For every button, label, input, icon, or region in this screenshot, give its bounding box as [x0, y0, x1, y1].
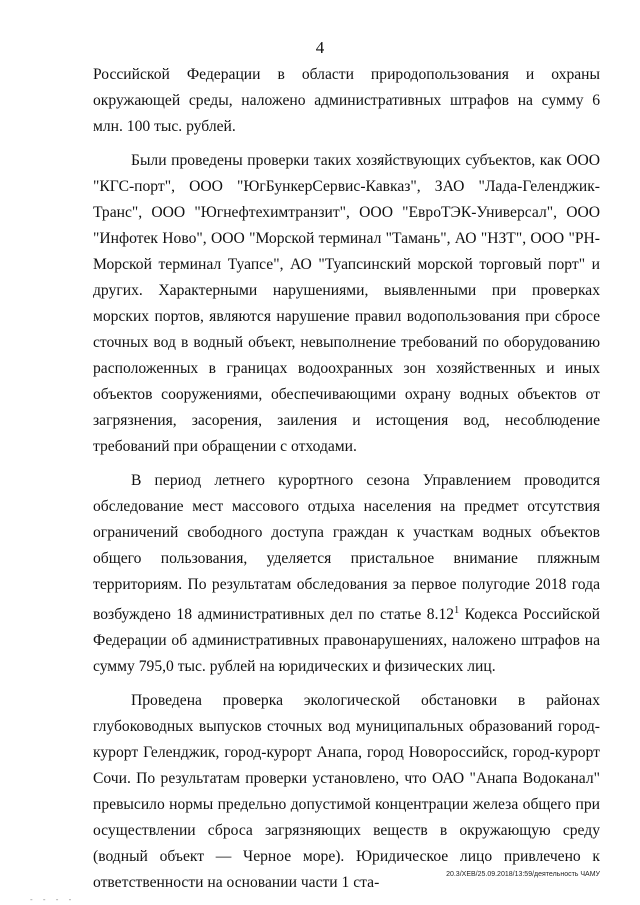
page-number: 4: [315, 38, 325, 57]
paragraph-resort-season-part-1: В период летнего курортного сезона Управлением проводится обследование мест массового отдыха населения на предмет отсутствия ограничений свободного доступа граждан к участкам водных объектов общего пользования, уделяется пристальное внимание пляжным территориям. По результатам обследования за первое полугодие 2018 года возбуждено 18 административных дел по статье 8.12: [93, 472, 600, 624]
paragraph-wastewater-check: Проведена проверка экологической обстановки в районах глубоководных выпусков сточных вод муниципальных образований город-курорт Геленджик, город-курорт Анапа, город Новороссийск, город-курорт Сочи. По результатам проверки установлено, что ОАО "Анапа Водоканал" превысило нормы предельно допустимой концентрации железа общего при осуществлении сброса загрязняющих веществ в окружающую среду (водный объект — Черное море). Юридическое лицо привлечено к ответственности на основании части 1 ста-: [93, 692, 600, 892]
paragraph-resort-season-part-2: Кодекса Российской Федерации об административных правонарушениях, наложено штрафов на сумму 795,0 тыс. рублей на юридических и физических лиц.: [93, 606, 600, 676]
scan-edge-marks: - - - -: [30, 895, 76, 904]
document-body: [93, 62, 600, 896]
paragraph-continuation: Российской Федерации в области природопользования и охраны окружающей среды, наложено административных штрафов на сумму 6 млн. 100 тыс. рублей.: [93, 66, 600, 135]
document-footer-reference: 20.3/ХЕВ/25.09.2018/13:59/деятельность ЧАМУ: [446, 871, 600, 878]
paragraph-inspections: Были проведены проверки таких хозяйствующих субъектов, как ООО "КГС-порт", ООО "ЮгБункерСервис-Кавказ", ЗАО "Лада-Геленджик-Транс", ООО "Югнефтехимтранзит", ООО "ЕвроТЭК-Универсал", ООО "Инфотек Ново", ООО "Морской терминал "Тамань", АО "НЗТ", ООО "РН-Морской терминал Туапсе", АО "Туапсинский морской торговый порт" и других. Характерными нарушениями, выявленными при проверках морских портов, являются нарушение правил водопользования при сбросе сточных вод в водный объект, невыполнение требований по оборудованию расположенных в границах водоохранных зон хозяйственных и иных объектов сооружениями, обеспечивающими охрану водных объектов от загрязнения, засорения, заиления и истощения вод, несоблюдение требований при обращении с отходами.: [93, 152, 600, 455]
paragraph-resort-season: [93, 468, 600, 680]
article-superscript: 1: [454, 605, 460, 616]
